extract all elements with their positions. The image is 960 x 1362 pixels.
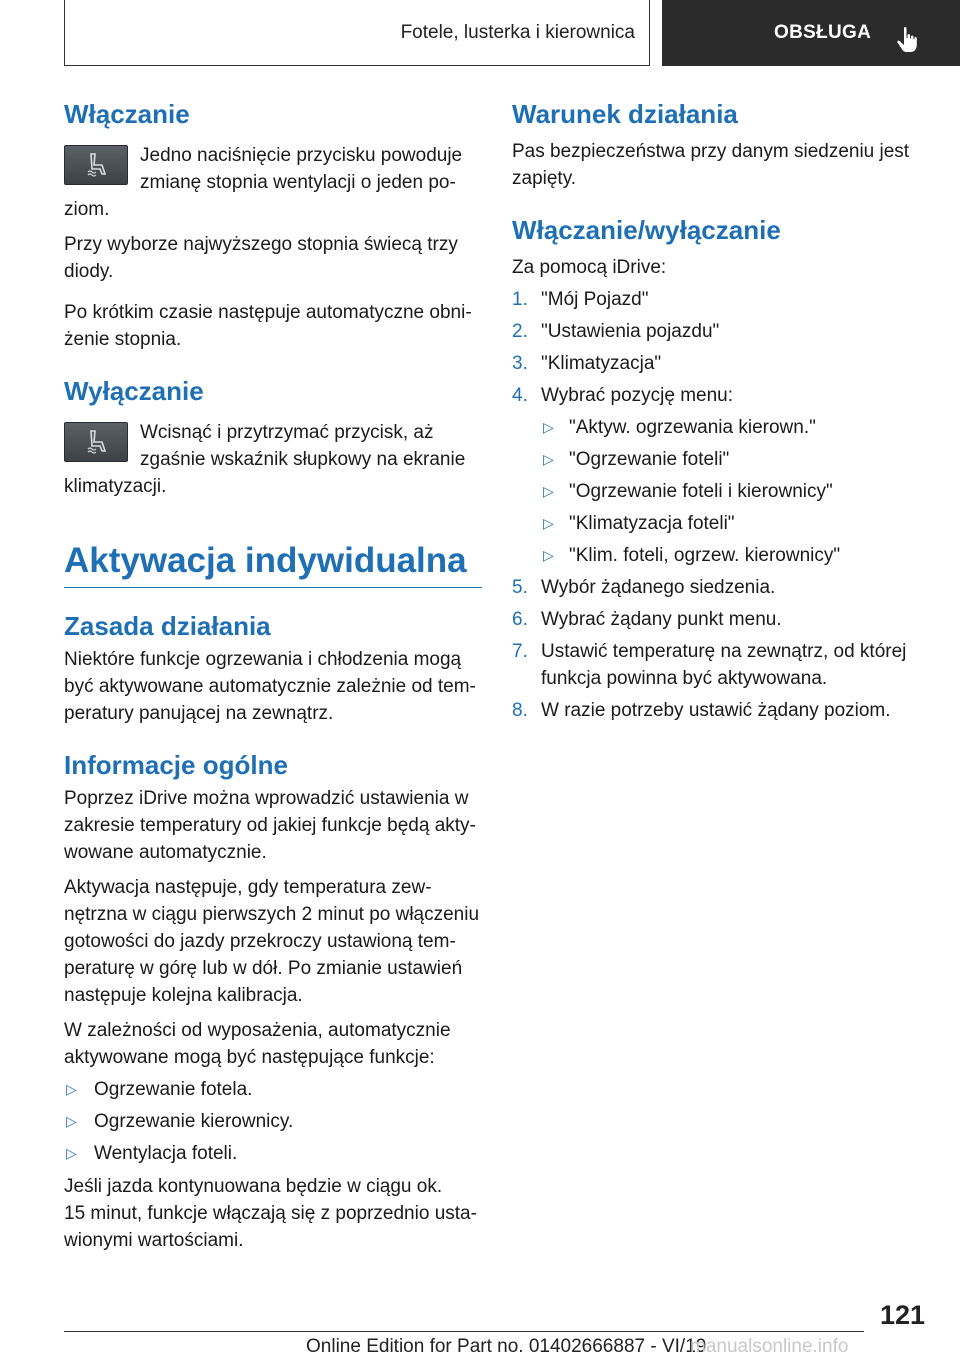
footer-watermark: manualsonline.info — [690, 1336, 849, 1357]
list-item: 4. Wybrać pozycję menu: ▷ "Aktyw. ogrzewania kierown." ▷ "Ogrzewanie foteli" ▷ "Ogrzewanie foteli i kierownicy" ▷ "Klimatyzacja foteli" ▷ "Klim. foteli, ogrzew. kierownicy" — [512, 382, 912, 569]
list-item: 3. "Klimatyzacja" — [512, 353, 662, 374]
right-column — [512, 98, 912, 724]
list-item: ▷ "Ogrzewanie foteli" — [541, 446, 912, 473]
text-continue-a: Jeśli jazda kontynuowana będzie w ciągu ok. — [64, 1176, 443, 1197]
triangle-right-icon: ▷ — [66, 1145, 77, 1161]
list-item: ▷ Wentylacja foteli. — [64, 1140, 482, 1167]
list-item: 7. Ustawić temperaturę na zewnątrz, od której funkcja powinna być aktywowana. — [512, 641, 907, 689]
heading-warunek: Warunek działania — [512, 99, 738, 129]
button-paragraph-on — [64, 142, 482, 223]
triangle-right-icon: ▷ — [543, 451, 554, 467]
steps-list — [512, 286, 912, 724]
header-chapter-title: OBSŁUGA — [774, 22, 872, 43]
list-item: ▷ "Aktyw. ogrzewania kierown." — [541, 414, 912, 441]
list-item: ▷ Ogrzewanie kierownicy. — [64, 1108, 482, 1135]
seat-ventilation-icon — [85, 429, 109, 455]
text-three-leds: Przy wyborze najwyższego stopnia świecą trzy diody. — [64, 234, 458, 282]
list-item: 2. "Ustawienia pojazdu" — [512, 321, 720, 342]
title-rule — [64, 587, 482, 588]
triangle-right-icon: ▷ — [66, 1081, 77, 1097]
footer-edition: Online Edition for Part no. 01402666887 - VI/19 — [306, 1336, 707, 1357]
text-condition: Pas bezpieczeństwa przy danym siedzeniu jest zapięty. — [512, 141, 910, 189]
list-item: ▷ "Klim. foteli, ogrzew. kierownicy" — [541, 542, 912, 569]
list-item: ▷ "Ogrzewanie foteli i kierownicy" — [541, 478, 912, 505]
function-list — [64, 1076, 482, 1167]
text-via-idrive: Za pomocą iDrive: — [512, 257, 667, 278]
triangle-right-icon: ▷ — [543, 547, 554, 563]
seat-button-image — [64, 422, 128, 462]
text-continue-b: 15 minut, funkcje włączają się z poprzednio ustawionymi wartościami. — [64, 1203, 477, 1251]
text-auto-reduce: Po krótkim czasie następuje automatyczne obniżenie stopnia. — [64, 302, 472, 350]
text-off-hold: Wcisnąć i przytrzymać przycisk, aż zgaśnie wskaźnik słupkowy na ekranie klimatyzacji. — [64, 422, 466, 497]
page-number: 121 — [880, 1300, 926, 1330]
list-item: ▷ "Klimatyzacja foteli" — [541, 510, 912, 537]
seat-ventilation-icon — [85, 152, 109, 178]
footer-rule — [64, 1331, 864, 1332]
seat-button-image — [64, 145, 128, 185]
heading-wylaczanie: Wyłączanie — [64, 376, 204, 406]
text-general-2: Aktywacja następuje, gdy temperatura zewnętrzna w ciągu pierwszych 2 minut po włączeniu gotowości do jazdy przekroczy ustawioną temperaturę w górę lub w dół. Po zmianie ustawień następuje kolejna kalibracja. — [64, 877, 480, 1006]
triangle-right-icon: ▷ — [543, 483, 554, 499]
left-column — [64, 98, 482, 1254]
heading-zasada: Zasada działania — [64, 611, 271, 641]
triangle-right-icon: ▷ — [543, 515, 554, 531]
heading-wlaczanie: Włączanie — [64, 99, 190, 129]
hand-pointer-icon — [895, 26, 919, 54]
header-section-title: Fotele, lusterka i kierownica — [400, 21, 635, 43]
button-paragraph-off — [64, 419, 482, 500]
heading-onoff: Włączanie/wyłączanie — [512, 215, 781, 245]
list-item: 8. W razie potrzeby ustawić żądany poziom. — [512, 700, 891, 721]
header-section-box — [64, 0, 650, 66]
list-item: 5. Wybór żądanego siedzenia. — [512, 577, 776, 598]
triangle-right-icon: ▷ — [543, 419, 554, 435]
chapter-title-individual: Aktywacja indywidualna — [64, 541, 467, 580]
text-general-3: W zależności od wyposażenia, automatycznie aktywowane mogą być następujące funkcje: — [64, 1020, 451, 1068]
list-item: ▷ Ogrzewanie fotela. — [64, 1076, 482, 1103]
list-item: 1. "Mój Pojazd" — [512, 289, 649, 310]
menu-options-list — [541, 414, 912, 569]
text-general-1: Poprzez iDrive można wprowadzić ustawienia w zakresie temperatury od jakiej funkcje będą aktywowane automatycznie. — [64, 788, 476, 863]
heading-informacje: Informacje ogólne — [64, 750, 288, 780]
list-item: 6. Wybrać żądany punkt menu. — [512, 609, 782, 630]
text-on-press: Jedno naciśnięcie przycisku powoduje zmianę stopnia wentylacji o jeden poziom. — [64, 145, 463, 220]
triangle-right-icon: ▷ — [66, 1113, 77, 1129]
text-principle: Niektóre funkcje ogrzewania i chłodzenia mogą być aktywowane automatycznie zależnie od temperatury panującej na zewnątrz. — [64, 649, 476, 724]
